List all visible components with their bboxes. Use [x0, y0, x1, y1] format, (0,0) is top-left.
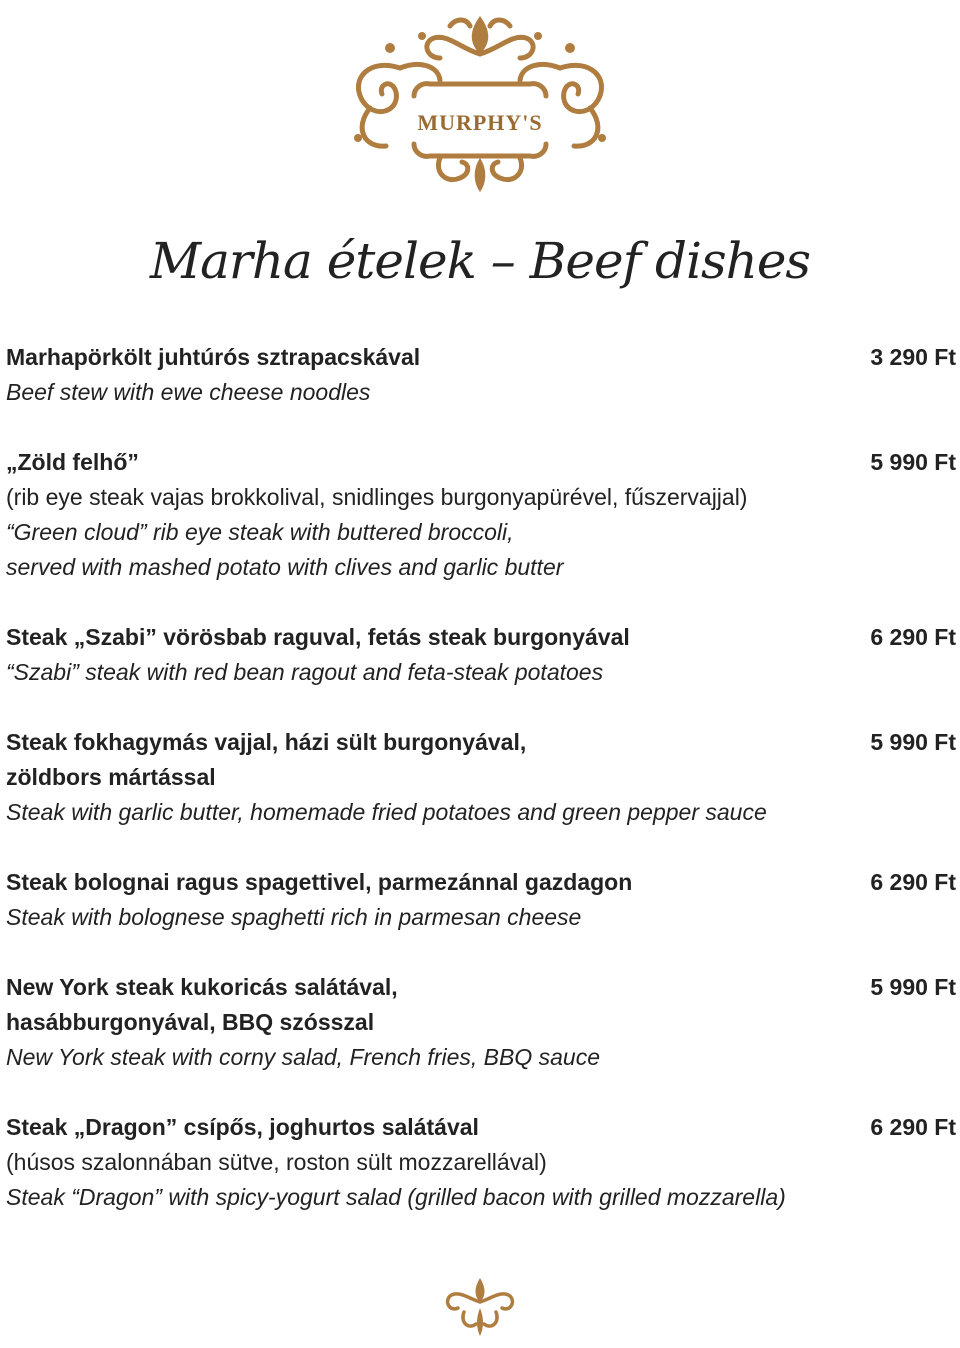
item-name-en: Steak “Dragon” with spicy-yogurt salad (grilled bacon with grilled mozzarella): [6, 1184, 786, 1210]
item-name-hu: New York steak kukoricás salátával,: [6, 974, 398, 1000]
menu-list: [6, 340, 956, 1250]
item-name-en: “Green cloud” rib eye steak with buttered broccoli,: [6, 519, 514, 545]
ornament-icon: [440, 1272, 520, 1342]
item-price: 6 290 Ft: [870, 624, 956, 650]
brand-name: MURPHY'S: [417, 110, 543, 135]
restaurant-logo: [330, 8, 630, 198]
item-name-hu: „Zöld felhő”: [6, 449, 139, 475]
page-title: Marha ételek – Beef dishes: [149, 232, 811, 290]
menu-item: [6, 340, 956, 410]
item-name-en: Steak with garlic butter, homemade fried potatoes and green pepper sauce: [6, 799, 767, 825]
item-price: 5 990 Ft: [870, 974, 956, 1000]
ornamental-crest: [330, 8, 630, 198]
menu-item: [6, 445, 956, 585]
menu-item: [6, 725, 956, 830]
item-name-hu: Steak fokhagymás vajjal, házi sült burgonyával,: [6, 729, 527, 755]
item-name-en-cont: served with mashed potato with clives and garlic butter: [6, 554, 564, 580]
item-name-en: Beef stew with ewe cheese noodles: [6, 379, 371, 405]
menu-item: [6, 970, 956, 1075]
item-price: 6 290 Ft: [870, 869, 956, 895]
menu-item: [6, 1110, 956, 1215]
item-name-hu: Steak „Dragon” csípős, joghurtos salátával: [6, 1114, 479, 1140]
item-name-hu: Marhapörkölt juhtúrós sztrapacskával: [6, 344, 421, 370]
item-price: 5 990 Ft: [870, 729, 956, 755]
item-price: 6 290 Ft: [870, 1114, 956, 1140]
item-price: 3 290 Ft: [870, 344, 956, 370]
item-name-en: New York steak with corny salad, French fries, BBQ sauce: [6, 1044, 600, 1070]
menu-item: [6, 865, 956, 935]
item-name-hu: Steak „Szabi” vörösbab raguval, fetás steak burgonyával: [6, 624, 630, 650]
item-name-en: Steak with bolognese spaghetti rich in parmesan cheese: [6, 904, 582, 930]
item-desc-hu: (húsos szalonnában sütve, roston sült mozzarellával): [6, 1149, 547, 1175]
item-name-hu-cont: zöldbors mártással: [6, 764, 216, 790]
item-name-en: “Szabi” steak with red bean ragout and feta-steak potatoes: [6, 659, 604, 685]
item-name-hu: Steak bolognai ragus spagettivel, parmezánnal gazdagon: [6, 869, 633, 895]
item-desc-hu: (rib eye steak vajas brokkolival, snidlinges burgonyapürével, fűszervajjal): [6, 484, 748, 510]
footer-ornament: [440, 1272, 520, 1342]
menu-item: [6, 620, 956, 690]
item-name-hu-cont: hasábburgonyával, BBQ szósszal: [6, 1009, 375, 1035]
item-price: 5 990 Ft: [870, 449, 956, 475]
